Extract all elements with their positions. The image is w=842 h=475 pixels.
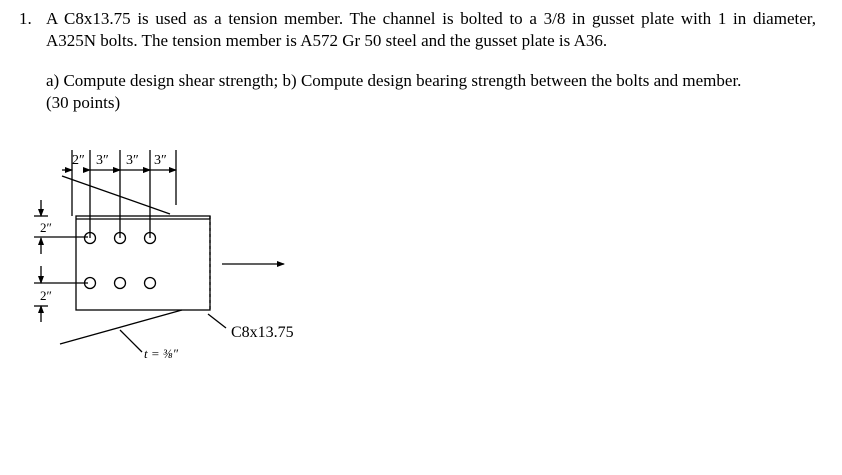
dim-label-left-1: 2″ xyxy=(40,220,52,235)
gusset-plate-top-edge xyxy=(62,176,170,214)
dim-label-top-2: 3″ xyxy=(96,153,109,168)
problem-number: 1. xyxy=(19,9,32,28)
gusset-plate-bottom-edge xyxy=(60,310,182,344)
parts-line-1: a) Compute design shear strength; b) Compute design bearing strength between the bolts and member. xyxy=(46,71,742,90)
channel-member xyxy=(76,216,210,310)
dim-label-top-4: 3″ xyxy=(154,153,167,168)
parts-line-2: (30 points) xyxy=(46,93,121,112)
leader-section xyxy=(208,314,226,328)
plate-thickness-label: t = ⅜″ xyxy=(144,346,179,361)
leader-plate xyxy=(120,330,142,352)
section-label: C8x13.75 xyxy=(231,324,294,341)
dim-label-top-1: 2″ xyxy=(72,153,85,168)
problem-statement: A C8x13.75 is used as a tension member. The channel is bolted to a 3/8 in gusset plate with 1 in diameter, A325N bolts. The tension member is A572 Gr 50 steel and the gusset plate is A36. xyxy=(46,9,816,50)
dim-label-left-2: 2″ xyxy=(40,288,52,303)
dim-label-top-3: 3″ xyxy=(126,153,139,168)
bolt-hole xyxy=(115,278,126,289)
bolt-hole xyxy=(145,278,156,289)
